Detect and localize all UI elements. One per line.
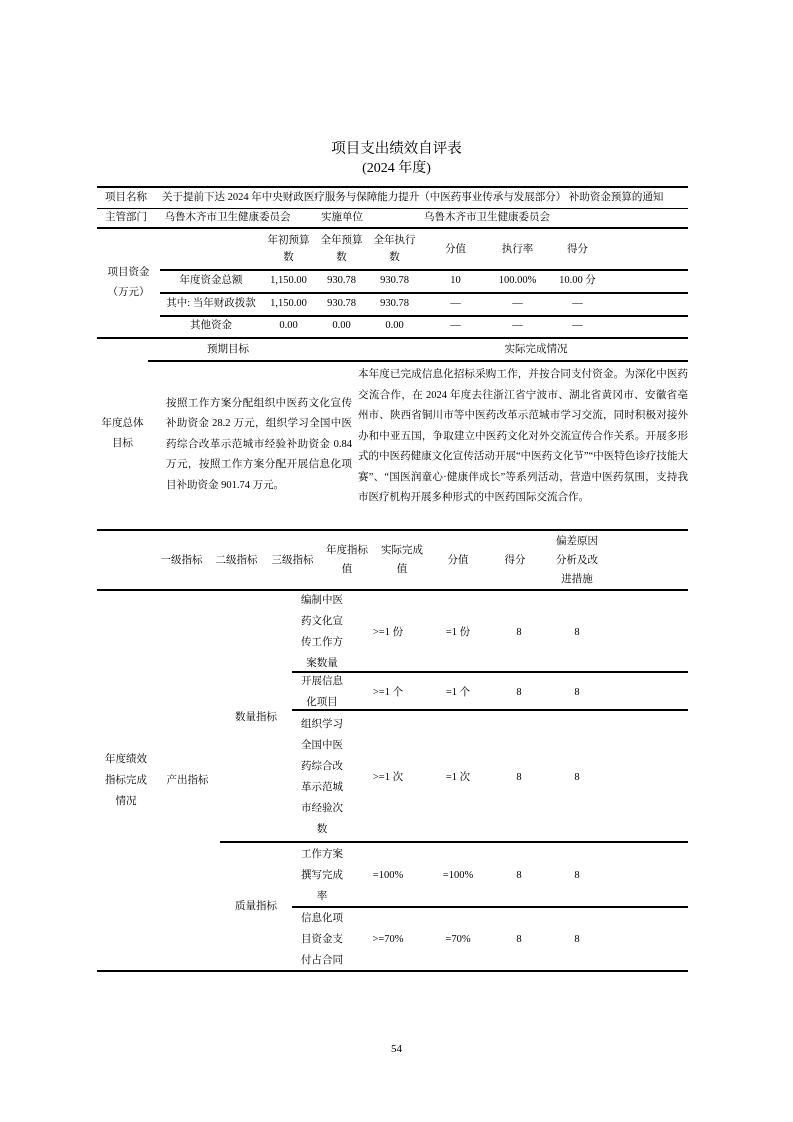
table-row [97, 188, 688, 209]
indicator-score: 8 [516, 870, 522, 881]
level2-quality-indicator: 质量指标 [235, 901, 277, 912]
funds-header-score-value: 分值 [445, 243, 466, 255]
level1-output-indicator: 产出指标 [166, 775, 209, 786]
page-number: 54 [391, 1043, 402, 1055]
funds-cell: 1,150.00 [270, 297, 307, 309]
indicator-actual: =70% [445, 933, 471, 945]
funds-cell: 0.00 [332, 320, 351, 332]
dept-label: 主管部门 [105, 212, 147, 224]
indicator-name: 信息化项目资金支付占合同 [301, 912, 343, 966]
indicator-target: >=1 次 [372, 771, 404, 783]
funds-cell: 10.00 分 [559, 274, 596, 286]
indicator-actual: =1 次 [445, 771, 471, 783]
funds-label: 项目资金（万元） [107, 267, 150, 298]
impl-unit-value: 乌鲁木齐市卫生健康委员会 [424, 212, 550, 224]
divider [160, 292, 688, 294]
funds-cell: — [572, 320, 583, 332]
indicator-target: =100% [372, 870, 404, 881]
funds-header-annual-execution: 全年执行数 [373, 235, 416, 263]
divider [220, 841, 688, 843]
goal-label: 年度总体目标 [101, 418, 144, 449]
funds-row-name: 其中: 当年财政拨款 [166, 297, 256, 309]
header-level3: 三级指标 [271, 554, 314, 566]
divider [292, 906, 688, 908]
funds-row-name: 年度资金总额 [179, 274, 243, 286]
indicator-actual: =1 个 [445, 686, 471, 698]
funds-cell: 930.78 [380, 297, 409, 309]
header-level1: 一级指标 [160, 554, 203, 566]
main-table [97, 186, 688, 972]
funds-cell: — [512, 297, 523, 309]
impl-unit-label: 实施单位 [321, 212, 363, 224]
actual-completion-text: 本年度已完成信息化招标采购工作，并按合同支付资金。为深化中医药交流合作，在 2024 年度去往浙江省宁波市、湖北省黄冈市、安徽省亳州市、陕西省铜川市等中医药改革示范城市学习交流，同时积极对接外办和中亚五国，争取建立中医药文化对外交流宣传合作关系。开展多形式的中医药健康文化宣传活动开展“中医药文化节”“中医特色诊疗技能大赛”、“国医润童心·健康伴成长”等系列活动，营造中医药氛围，支持我市医疗机构开展多种形式的中医药国际交流合作。 [358, 369, 688, 503]
funds-cell: 1,150.00 [270, 274, 307, 286]
indicator-got: 8 [574, 626, 580, 638]
document-title: 项目支出绩效自评表 [331, 141, 462, 157]
funds-header-execution-rate: 执行率 [501, 243, 534, 255]
funds-cell: 10 [450, 274, 461, 286]
indicator-target: >=1 个 [372, 686, 404, 698]
expected-goal-text: 按照工作方案分配组织中医药文化宣传补助资金 28.2 万元，组织学习全国中医药综合改革示范城市经验补助资金 0.84 万元，按照工作方案分配开展信息化项目补助资金 901.74 万元。 [166, 397, 352, 491]
funds-cell: — [572, 297, 583, 309]
indicator-name: 工作方案撰写完成率 [301, 849, 343, 902]
indicator-section-label: 年度绩效指标完成情况 [105, 754, 147, 807]
funds-cell: 930.78 [327, 297, 356, 309]
indicator-got: 8 [574, 870, 580, 881]
header-score-value: 分值 [447, 554, 469, 566]
document-subtitle: (2024 年度) [362, 161, 431, 176]
divider [160, 269, 688, 271]
indicator-got: 8 [574, 933, 580, 945]
actual-completion-header: 实际完成情况 [504, 344, 568, 356]
funds-cell: — [450, 297, 461, 309]
indicator-actual: =100% [442, 870, 474, 881]
title-block [0, 140, 793, 178]
indicator-score: 8 [516, 626, 522, 638]
indicator-name: 组织学习全国中医药综合改革示范城市经验次数 [301, 719, 343, 835]
divider [292, 709, 688, 711]
funds-header-annual-budget: 全年预算数 [320, 235, 363, 263]
indicator-name: 编制中医药文化宣传工作方案数量 [301, 595, 343, 669]
basic-info-section [97, 186, 688, 229]
indicator-data-section [97, 591, 688, 972]
indicator-got: 8 [574, 771, 580, 783]
indicator-got: 8 [574, 686, 580, 698]
funds-cell: — [450, 320, 461, 332]
annual-goal-section [97, 339, 688, 531]
funds-cell: 930.78 [327, 274, 356, 286]
dept-value: 乌鲁木齐市卫生健康委员会 [164, 212, 291, 224]
indicator-name: 开展信息化项目 [301, 676, 343, 708]
funds-header-initial-budget: 年初预算数 [267, 235, 310, 263]
indicator-score: 8 [516, 686, 522, 698]
funds-cell: 0.00 [279, 320, 298, 332]
header-level2: 二级指标 [215, 554, 258, 566]
funds-cell: 930.78 [380, 274, 409, 286]
table-row [97, 209, 688, 227]
header-score-got: 得分 [504, 554, 526, 566]
empty-cell [97, 531, 155, 589]
project-name-value: 关于提前下达 2024 年中央财政医疗服务与保障能力提升（中医药事业传承与发展部分） 补助资金预算的通知 [162, 192, 664, 204]
divider [160, 315, 688, 317]
project-name-label: 项目名称 [105, 192, 147, 204]
funds-section [97, 229, 688, 339]
indicator-header-row [97, 531, 688, 591]
funds-row-name: 其他资金 [190, 320, 232, 332]
indicator-score: 8 [516, 771, 522, 783]
expected-goal-header: 预期目标 [207, 344, 249, 356]
empty-cell [610, 531, 688, 589]
header-deviation: 偏差原因分析及改进措施 [556, 535, 598, 585]
funds-cell: — [512, 320, 523, 332]
divider [148, 360, 688, 362]
funds-header-score-got: 得分 [567, 243, 588, 255]
indicator-target: >=1 份 [372, 626, 404, 638]
indicator-score: 8 [516, 933, 522, 945]
indicator-actual: =1 份 [445, 626, 471, 638]
funds-cell: 0.00 [385, 320, 404, 332]
funds-cell: 100.00% [498, 274, 537, 286]
level2-quantity-indicator: 数量指标 [235, 711, 277, 723]
header-annual-target: 年度指标值 [326, 545, 368, 575]
indicator-target: >=70% [372, 933, 404, 945]
header-actual-value: 实际完成值 [381, 545, 423, 575]
divider [292, 671, 688, 673]
